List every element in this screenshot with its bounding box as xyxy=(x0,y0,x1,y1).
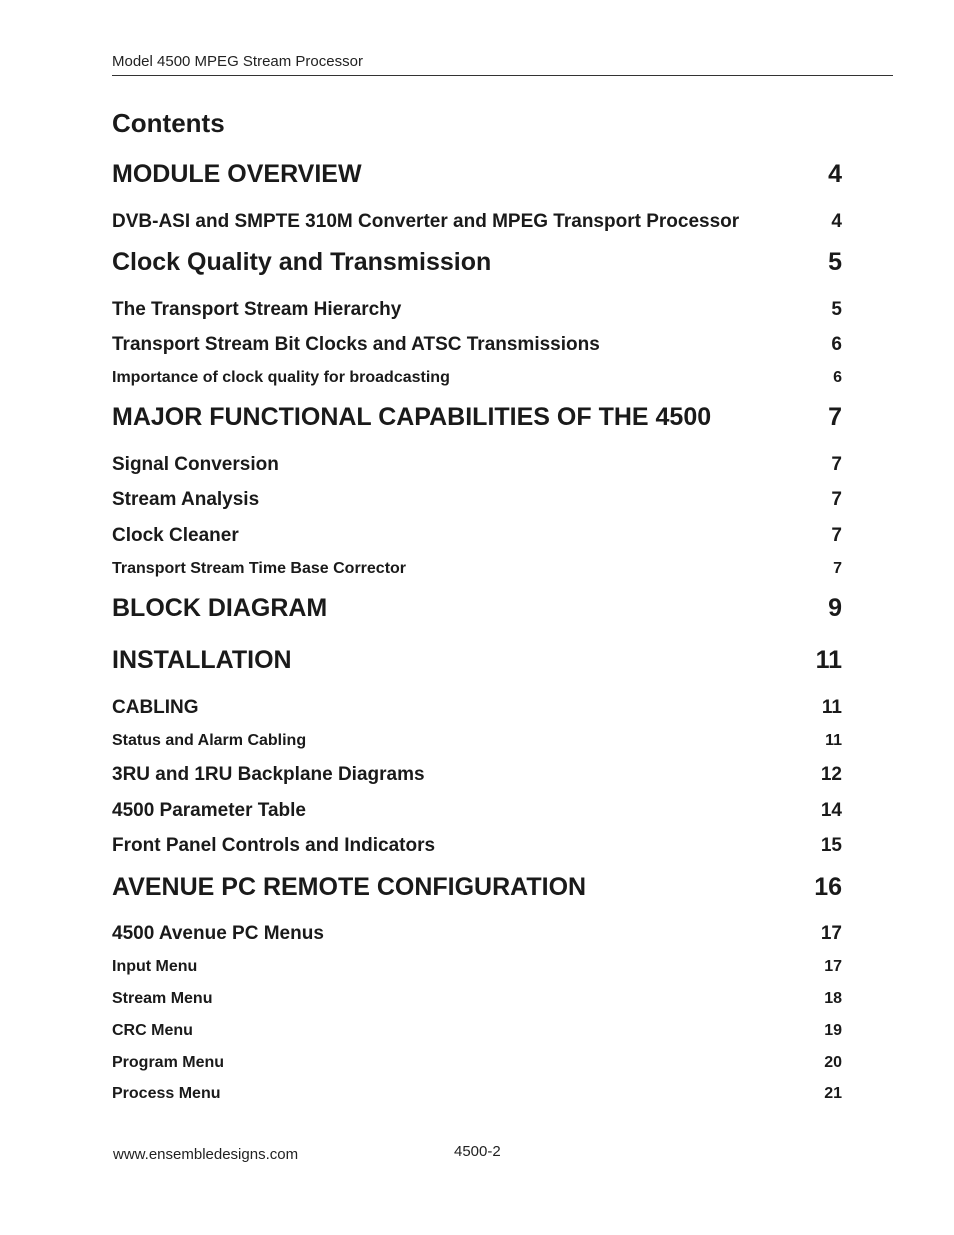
toc-entry-page: 7 xyxy=(831,489,842,510)
toc-entry[interactable] xyxy=(112,1054,842,1072)
toc-entry-title: CABLING xyxy=(112,697,199,718)
toc-entry-title: Process Menu xyxy=(112,1085,221,1102)
toc-entry-page: 20 xyxy=(824,1054,842,1071)
toc-entry-page: 17 xyxy=(820,923,842,944)
toc-entry-page: 12 xyxy=(820,764,842,785)
toc-entry-page: 7 xyxy=(831,525,842,546)
toc-entry-page: 14 xyxy=(820,800,842,821)
toc-entry-page: 11 xyxy=(821,697,842,718)
toc-entry-page: 6 xyxy=(831,334,842,355)
toc-entry-title: Signal Conversion xyxy=(112,454,279,475)
toc-entry[interactable] xyxy=(112,560,842,578)
toc-entry-page: 4 xyxy=(831,211,842,232)
toc-entry-title: Clock Cleaner xyxy=(112,525,239,546)
toc-entry-page: 9 xyxy=(828,594,842,622)
toc-entry[interactable] xyxy=(112,211,842,233)
toc-entry-title: Program Menu xyxy=(112,1054,225,1071)
toc-entry[interactable] xyxy=(112,835,842,857)
toc-entry-title: Front Panel Controls and Indicators xyxy=(112,835,436,856)
toc-entry[interactable] xyxy=(112,958,842,976)
toc-entry-title: AVENUE PC REMOTE CONFIGURATION xyxy=(112,873,587,901)
toc-entry-page: 18 xyxy=(824,990,842,1007)
header-rule xyxy=(112,75,893,76)
toc-entry[interactable] xyxy=(112,248,842,277)
toc-entry[interactable] xyxy=(112,1022,842,1040)
running-header: Model 4500 MPEG Stream Processor xyxy=(112,53,363,70)
toc-entry[interactable] xyxy=(112,990,842,1008)
toc-entry-title: CRC Menu xyxy=(112,1022,193,1039)
toc-entry-title: Importance of clock quality for broadcasting xyxy=(112,369,450,386)
toc-entry[interactable] xyxy=(112,764,842,786)
toc-entry-page: 11 xyxy=(815,646,842,674)
toc-entry-page: 21 xyxy=(824,1085,842,1102)
toc-entry-page: 11 xyxy=(825,732,842,749)
toc-entry-title: 3RU and 1RU Backplane Diagrams xyxy=(112,764,425,785)
toc-entry[interactable] xyxy=(112,732,842,750)
toc-entry-title: DVB-ASI and SMPTE 310M Converter and MPEG Transport Processor xyxy=(112,211,740,232)
toc-entry-title: 4500 Parameter Table xyxy=(112,800,306,821)
toc-entry[interactable] xyxy=(112,369,842,387)
toc-entry-title: MAJOR FUNCTIONAL CAPABILITIES OF THE 4500 xyxy=(112,403,712,431)
toc-entry-title: Transport Stream Bit Clocks and ATSC Transmissions xyxy=(112,334,600,355)
toc-entry[interactable] xyxy=(112,1085,842,1103)
toc-entry-page: 19 xyxy=(824,1022,842,1039)
toc-entry-page: 7 xyxy=(828,403,842,431)
contents-title: Contents xyxy=(112,108,225,138)
toc-entry[interactable] xyxy=(112,646,842,675)
toc-entry-title: Transport Stream Time Base Corrector xyxy=(112,560,407,577)
toc-entry-page: 16 xyxy=(814,873,842,901)
footer-page-number: 4500-2 xyxy=(454,1143,501,1160)
toc-entry-title: Stream Analysis xyxy=(112,489,260,510)
toc-entry[interactable] xyxy=(112,525,842,547)
toc-entry-title: The Transport Stream Hierarchy xyxy=(112,299,402,320)
toc-entry-title: 4500 Avenue PC Menus xyxy=(112,923,324,944)
toc-entry-page: 4 xyxy=(828,160,842,188)
toc-entry-title: Clock Quality and Transmission xyxy=(112,248,492,276)
toc-entry-page: 7 xyxy=(833,560,842,577)
toc-entry-title: BLOCK DIAGRAM xyxy=(112,594,328,622)
toc-entry[interactable] xyxy=(112,489,842,511)
footer-website: www.ensembledesigns.com xyxy=(113,1146,299,1163)
toc-entry-title: INSTALLATION xyxy=(112,646,292,674)
toc-entry-page: 17 xyxy=(824,958,842,975)
toc-entry[interactable] xyxy=(112,299,842,321)
toc-entry[interactable] xyxy=(112,873,842,902)
toc-entry[interactable] xyxy=(112,800,842,822)
toc-entry[interactable] xyxy=(112,923,842,945)
toc-entry[interactable] xyxy=(112,160,842,189)
toc-entry[interactable] xyxy=(112,594,842,623)
toc-entry-page: 7 xyxy=(831,454,842,475)
toc-entry-page: 5 xyxy=(831,299,842,320)
toc-entry-title: MODULE OVERVIEW xyxy=(112,160,362,188)
toc-entry-page: 6 xyxy=(833,369,842,386)
toc-entry[interactable] xyxy=(112,454,842,476)
toc-entry[interactable] xyxy=(112,334,842,356)
toc-entry-page: 15 xyxy=(820,835,842,856)
toc-entry-page: 5 xyxy=(828,248,842,276)
toc-entry[interactable] xyxy=(112,697,842,719)
toc-entry[interactable] xyxy=(112,403,842,432)
toc-entry-title: Status and Alarm Cabling xyxy=(112,732,307,749)
toc-entry-title: Input Menu xyxy=(112,958,198,975)
toc-entry-title: Stream Menu xyxy=(112,990,213,1007)
